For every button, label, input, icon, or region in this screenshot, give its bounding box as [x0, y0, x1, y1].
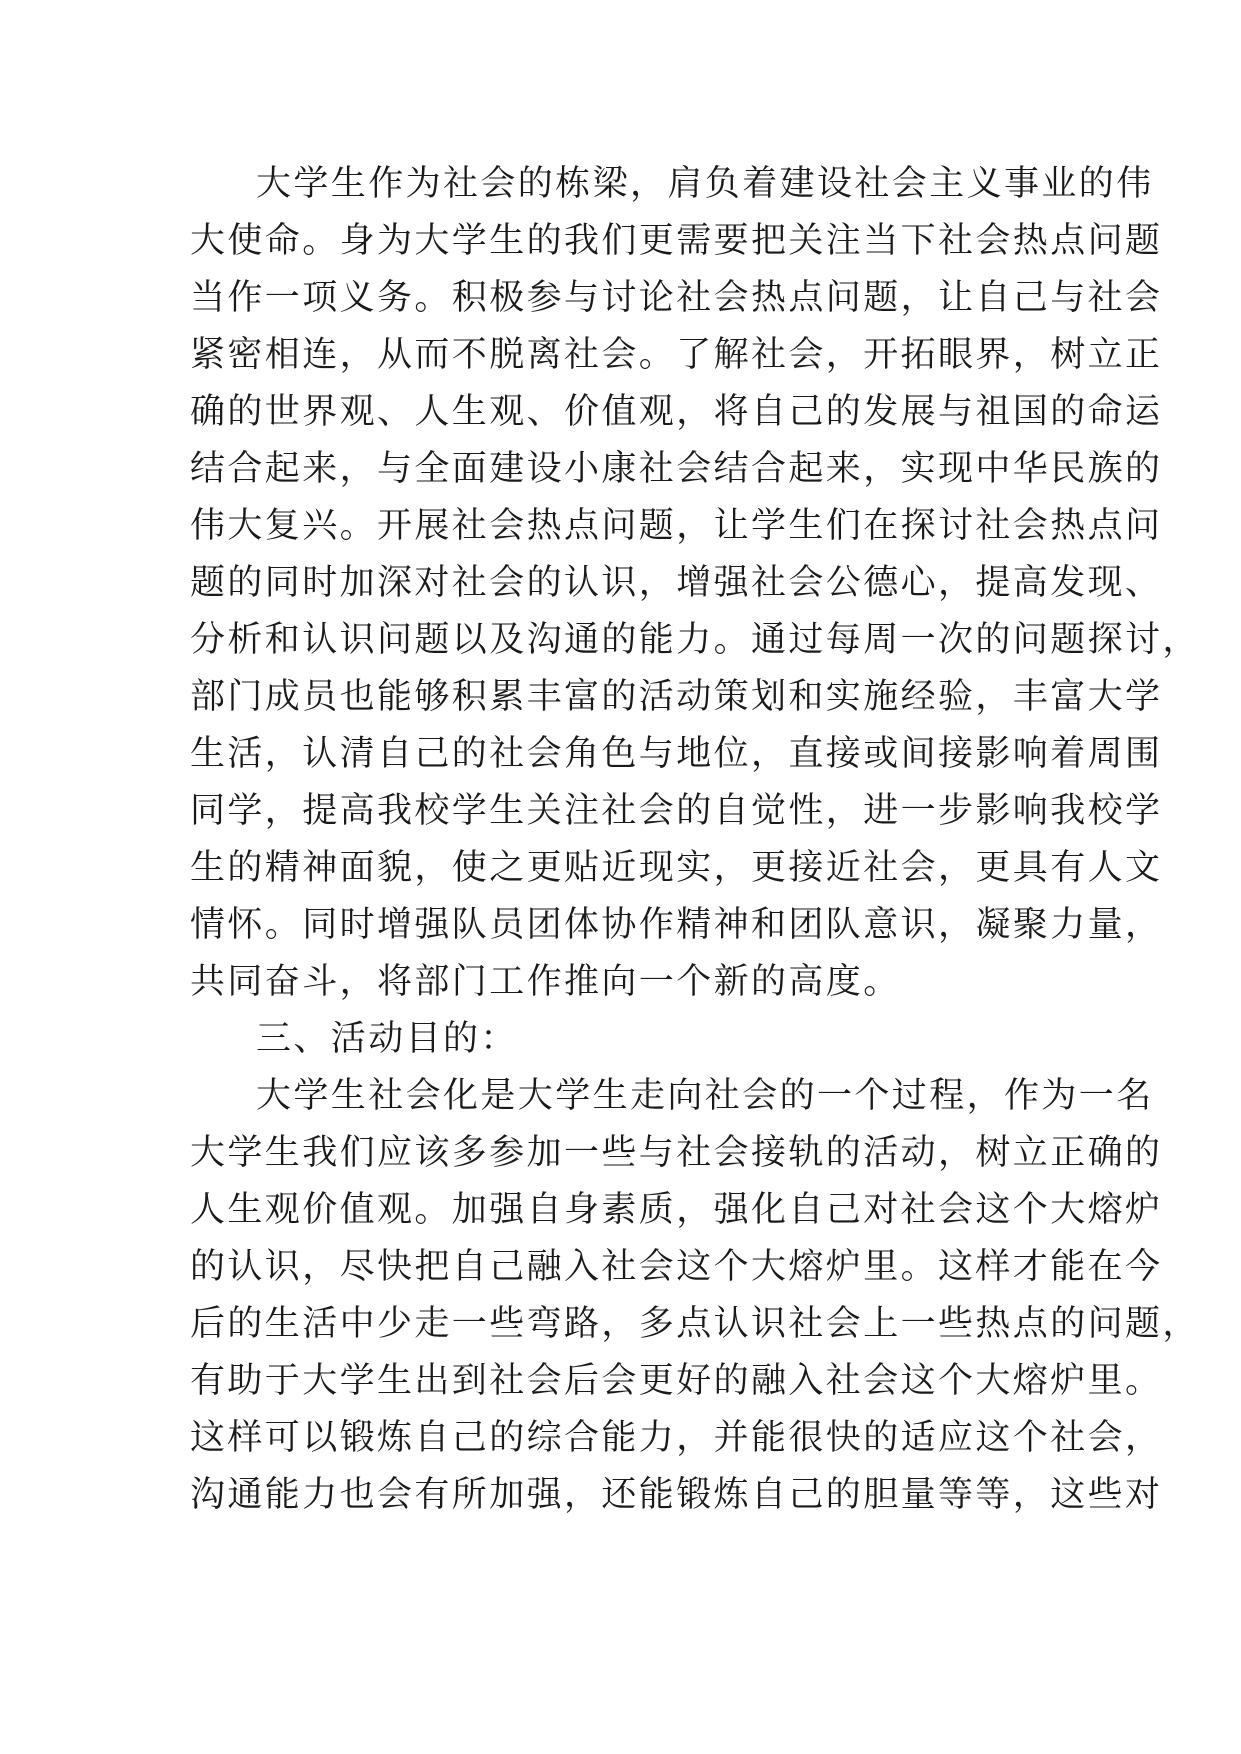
paragraph-line: 生活，认清自己的社会角色与地位，直接或间接影响着周围: [190, 734, 1163, 774]
paragraph-line: 大使命。身为大学生的我们更需要把关注当下社会热点问题: [190, 221, 1163, 261]
paragraph-line: 紧密相连，从而不脱离社会。了解社会，开拓眼界，树立正: [190, 335, 1163, 375]
paragraph-line: 伟大复兴。开展社会热点问题，让学生们在探讨社会热点问: [190, 506, 1163, 546]
paragraph-line: 后的生活中少走一些弯路，多点认识社会上一些热点的问题，: [190, 1304, 1200, 1344]
paragraph-line: 结合起来，与全面建设小康社会结合起来，实现中华民族的: [190, 449, 1163, 489]
paragraph-line: 生的精神面貌，使之更贴近现实，更接近社会，更具有人文: [190, 848, 1163, 888]
paragraph-line: 大学生我们应该多参加一些与社会接轨的活动，树立正确的: [190, 1133, 1163, 1173]
paragraph-line: 部门成员也能够积累丰富的活动策划和实施经验，丰富大学: [190, 677, 1163, 717]
paragraph-line: 分析和认识问题以及沟通的能力。通过每周一次的问题探讨，: [190, 620, 1200, 660]
paragraph-line: 有助于大学生出到社会后会更好的融入社会这个大熔炉里。: [190, 1361, 1163, 1401]
paragraph-line: 沟通能力也会有所加强，还能锻炼自己的胆量等等，这些对: [190, 1475, 1163, 1515]
section-heading: 三、活动目的：: [256, 1019, 518, 1059]
paragraph-line: 大学生社会化是大学生走向社会的一个过程，作为一名: [256, 1076, 1154, 1116]
paragraph-line: 的认识，尽快把自己融入社会这个大熔炉里。这样才能在今: [190, 1247, 1163, 1287]
paragraph-line: 人生观价值观。加强自身素质，强化自己对社会这个大熔炉: [190, 1190, 1163, 1230]
paragraph-line: 同学，提高我校学生关注社会的自觉性，进一步影响我校学: [190, 791, 1163, 831]
paragraph-line: 题的同时加深对社会的认识，增强社会公德心，提高发现、: [190, 563, 1163, 603]
paragraph-line: 当作一项义务。积极参与讨论社会热点问题，让自己与社会: [190, 278, 1163, 318]
paragraph-line: 确的世界观、人生观、价值观，将自己的发展与祖国的命运: [190, 392, 1163, 432]
paragraph-line: 情怀。同时增强队员团体协作精神和团队意识，凝聚力量，: [190, 905, 1163, 945]
paragraph-line: 大学生作为社会的栋梁，肩负着建设社会主义事业的伟: [256, 164, 1154, 204]
paragraph-line: 共同奋斗，将部门工作推向一个新的高度。: [190, 962, 901, 1002]
paragraph-line: 这样可以锻炼自己的综合能力，并能很快的适应这个社会，: [190, 1418, 1163, 1458]
